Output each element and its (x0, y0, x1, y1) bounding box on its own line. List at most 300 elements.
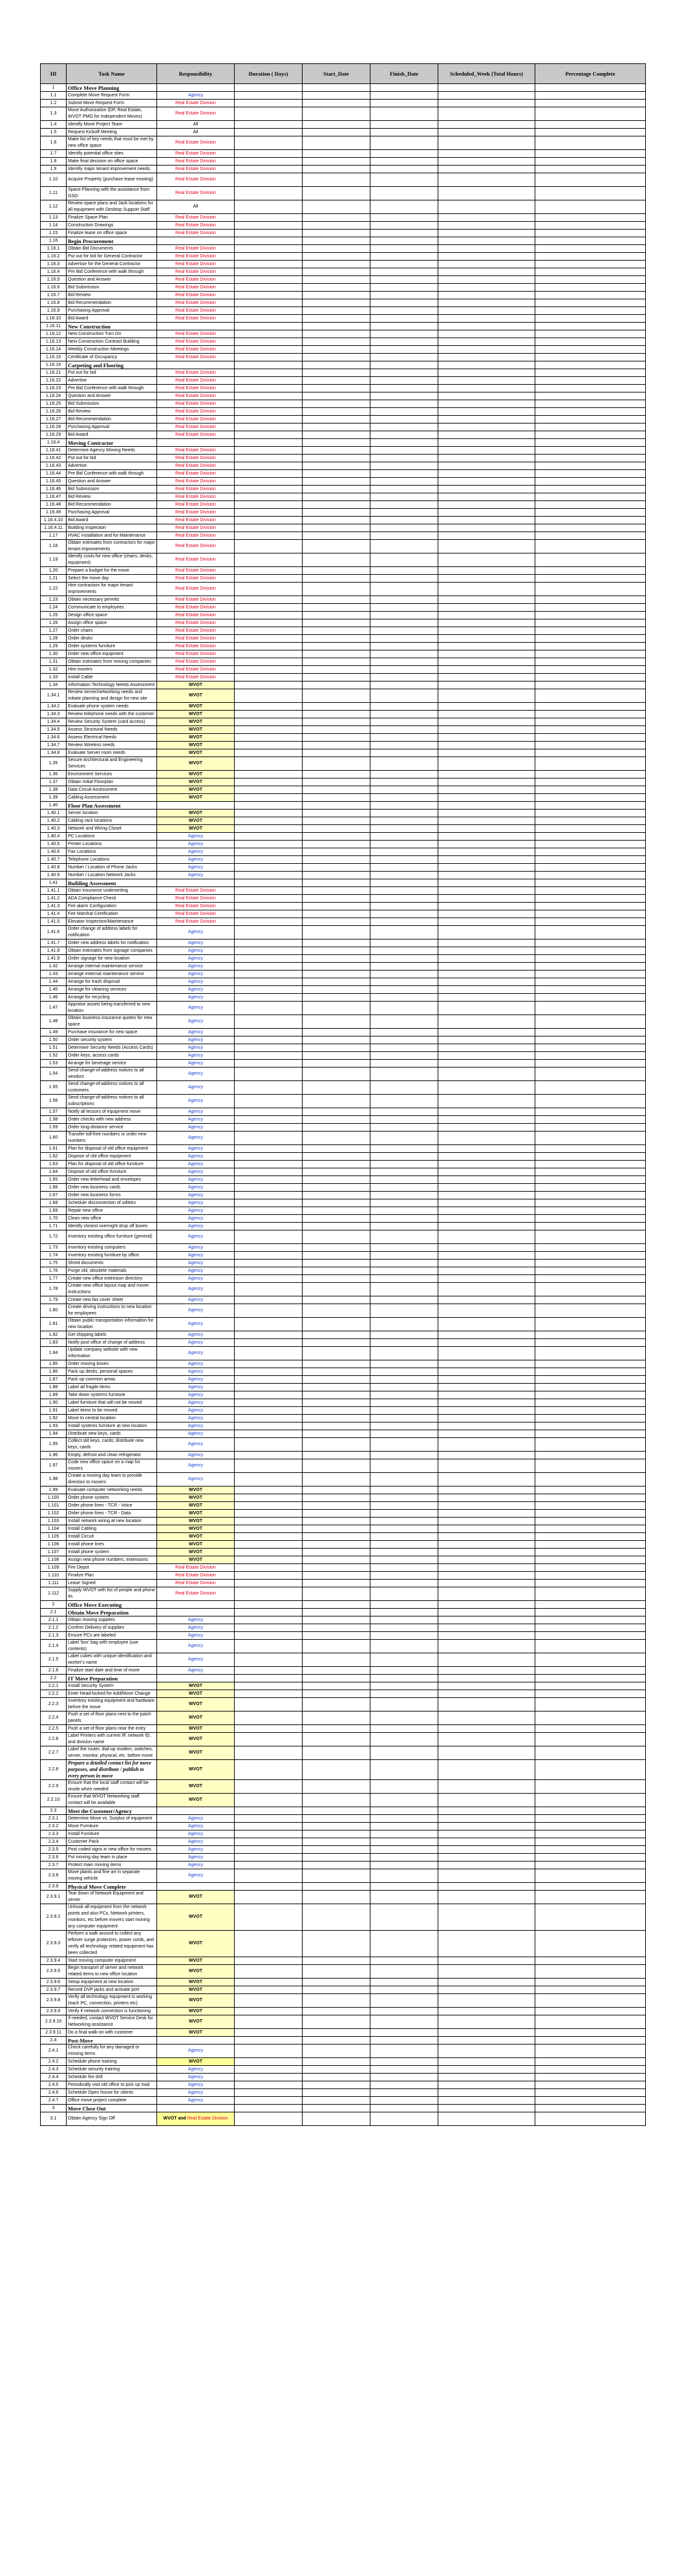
responsibility[interactable] (157, 2037, 235, 2045)
finish-date-cell[interactable] (370, 918, 438, 926)
duration-cell[interactable] (235, 872, 303, 879)
responsibility[interactable]: WVOT (157, 1979, 235, 1986)
task-id[interactable]: 2.1.2 (41, 1624, 67, 1632)
task-id[interactable]: 1.17 (41, 532, 67, 540)
task-id[interactable]: 2.3.9.8 (41, 1994, 67, 2008)
finish-date-cell[interactable] (370, 1108, 438, 1116)
scheduled-week-cell[interactable] (438, 447, 535, 455)
percentage-complete-cell[interactable] (535, 810, 646, 817)
scheduled-week-cell[interactable] (438, 1807, 535, 1815)
task-id[interactable]: 1.87 (41, 1376, 67, 1384)
task-name[interactable]: Start moving computer equipment (67, 1957, 157, 1965)
duration-cell[interactable] (235, 2097, 303, 2105)
percentage-complete-cell[interactable] (535, 879, 646, 887)
task-id[interactable]: 1.58 (41, 1116, 67, 1124)
responsibility[interactable]: WVOT (157, 703, 235, 711)
start-date-cell[interactable] (303, 1624, 370, 1632)
task-id[interactable]: 1.24 (41, 604, 67, 612)
percentage-complete-cell[interactable] (535, 1846, 646, 1854)
task-name[interactable]: Order keys, access cards (67, 1052, 157, 1060)
start-date-cell[interactable] (303, 354, 370, 361)
start-date-cell[interactable] (303, 1184, 370, 1192)
start-date-cell[interactable] (303, 1153, 370, 1161)
percentage-complete-cell[interactable] (535, 524, 646, 532)
task-name[interactable]: Bid Recommendation (67, 416, 157, 424)
percentage-complete-cell[interactable] (535, 1616, 646, 1624)
duration-cell[interactable] (235, 1044, 303, 1052)
duration-cell[interactable] (235, 567, 303, 575)
task-name[interactable]: Assess Electrical Needs (67, 734, 157, 742)
duration-cell[interactable] (235, 493, 303, 501)
task-id[interactable]: 1.23 (41, 596, 67, 604)
percentage-complete-cell[interactable] (535, 92, 646, 100)
percentage-complete-cell[interactable] (535, 947, 646, 955)
duration-cell[interactable] (235, 643, 303, 650)
finish-date-cell[interactable] (370, 553, 438, 567)
finish-date-cell[interactable] (370, 1283, 438, 1296)
start-date-cell[interactable] (303, 1452, 370, 1459)
task-name[interactable]: Bid Submission (67, 284, 157, 292)
responsibility[interactable]: Agency (157, 1060, 235, 1068)
scheduled-week-cell[interactable] (438, 1184, 535, 1192)
task-name[interactable]: Review server/networking needs and initiate planning and design for new site (67, 689, 157, 703)
scheduled-week-cell[interactable] (438, 903, 535, 910)
finish-date-cell[interactable] (370, 1653, 438, 1667)
start-date-cell[interactable] (303, 1260, 370, 1267)
percentage-complete-cell[interactable] (535, 1518, 646, 1525)
start-date-cell[interactable] (303, 1830, 370, 1838)
scheduled-week-cell[interactable] (438, 963, 535, 971)
percentage-complete-cell[interactable] (535, 1176, 646, 1184)
responsibility[interactable] (157, 1675, 235, 1682)
scheduled-week-cell[interactable] (438, 1015, 535, 1029)
start-date-cell[interactable] (303, 1116, 370, 1124)
responsibility[interactable]: WVOT (157, 1780, 235, 1794)
task-name[interactable]: Obtain estimates from contractors for major tenant improvements (67, 540, 157, 553)
section-title[interactable]: Floor Plan Assessment (67, 802, 157, 810)
scheduled-week-cell[interactable] (438, 817, 535, 825)
finish-date-cell[interactable] (370, 903, 438, 910)
task-name[interactable]: Finalize Space Plan (67, 214, 157, 222)
task-id[interactable]: 1.11 (41, 187, 67, 200)
start-date-cell[interactable] (303, 1675, 370, 1682)
percentage-complete-cell[interactable] (535, 1862, 646, 1869)
finish-date-cell[interactable] (370, 540, 438, 553)
percentage-complete-cell[interactable] (535, 1304, 646, 1318)
duration-cell[interactable] (235, 1653, 303, 1667)
percentage-complete-cell[interactable] (535, 955, 646, 963)
task-name[interactable]: Identify Move Project Team (67, 121, 157, 129)
task-id[interactable]: 2.3.9.9 (41, 2008, 67, 2015)
task-name[interactable]: Ensure PCs are labeled (67, 1632, 157, 1640)
task-id[interactable]: 1.34.5 (41, 726, 67, 734)
start-date-cell[interactable] (303, 734, 370, 742)
start-date-cell[interactable] (303, 1207, 370, 1215)
responsibility[interactable]: Agency (157, 1304, 235, 1318)
task-id[interactable]: 1.53 (41, 1060, 67, 1068)
start-date-cell[interactable] (303, 1347, 370, 1360)
duration-cell[interactable] (235, 1682, 303, 1690)
duration-cell[interactable] (235, 284, 303, 292)
finish-date-cell[interactable] (370, 1184, 438, 1192)
task-id[interactable]: 1.18 (41, 540, 67, 553)
scheduled-week-cell[interactable] (438, 583, 535, 596)
finish-date-cell[interactable] (370, 253, 438, 261)
percentage-complete-cell[interactable] (535, 711, 646, 718)
percentage-complete-cell[interactable] (535, 1391, 646, 1399)
task-name[interactable]: Create new fax cover sheet (67, 1296, 157, 1304)
duration-cell[interactable] (235, 392, 303, 400)
task-id[interactable]: 1.40.9 (41, 872, 67, 879)
start-date-cell[interactable] (303, 703, 370, 711)
duration-cell[interactable] (235, 299, 303, 307)
finish-date-cell[interactable] (370, 222, 438, 230)
scheduled-week-cell[interactable] (438, 1510, 535, 1518)
task-id[interactable]: 2.3.9.6 (41, 1979, 67, 1986)
duration-cell[interactable] (235, 1168, 303, 1176)
task-name[interactable]: Order long-distance service (67, 1124, 157, 1132)
percentage-complete-cell[interactable] (535, 1060, 646, 1068)
scheduled-week-cell[interactable] (438, 1494, 535, 1502)
start-date-cell[interactable] (303, 612, 370, 619)
task-name[interactable]: Install systems furniture at new location (67, 1422, 157, 1430)
duration-cell[interactable] (235, 1846, 303, 1854)
percentage-complete-cell[interactable] (535, 299, 646, 307)
task-id[interactable]: 1.16.26 (41, 408, 67, 416)
scheduled-week-cell[interactable] (438, 1267, 535, 1275)
scheduled-week-cell[interactable] (438, 778, 535, 786)
scheduled-week-cell[interactable] (438, 918, 535, 926)
task-name[interactable]: Distribute new keys, cards (67, 1430, 157, 1438)
duration-cell[interactable] (235, 470, 303, 478)
start-date-cell[interactable] (303, 1712, 370, 1725)
finish-date-cell[interactable] (370, 749, 438, 757)
task-id[interactable]: 1.79 (41, 1296, 67, 1304)
scheduled-week-cell[interactable] (438, 1002, 535, 1015)
task-id[interactable]: 1.103 (41, 1518, 67, 1525)
percentage-complete-cell[interactable] (535, 1541, 646, 1549)
duration-cell[interactable] (235, 726, 303, 734)
finish-date-cell[interactable] (370, 1399, 438, 1407)
task-name[interactable]: Obtain estimates from moving companies (67, 658, 157, 666)
percentage-complete-cell[interactable] (535, 470, 646, 478)
task-name[interactable]: Information Technology Needs Assessment (67, 682, 157, 689)
task-name[interactable]: Assign new phone numbers, extensions (67, 1556, 157, 1564)
start-date-cell[interactable] (303, 1854, 370, 1862)
percentage-complete-cell[interactable] (535, 903, 646, 910)
task-name[interactable]: Protect main moving items (67, 1862, 157, 1869)
start-date-cell[interactable] (303, 292, 370, 299)
duration-cell[interactable] (235, 1015, 303, 1029)
scheduled-week-cell[interactable] (438, 2058, 535, 2066)
scheduled-week-cell[interactable] (438, 1556, 535, 1564)
duration-cell[interactable] (235, 237, 303, 245)
finish-date-cell[interactable] (370, 1207, 438, 1215)
task-id[interactable]: 1.75 (41, 1260, 67, 1267)
task-id[interactable]: 1.10 (41, 173, 67, 187)
responsibility[interactable]: Agency (157, 1192, 235, 1199)
duration-cell[interactable] (235, 734, 303, 742)
percentage-complete-cell[interactable] (535, 200, 646, 214)
section-title[interactable]: Post-Move (67, 2037, 157, 2045)
duration-cell[interactable] (235, 1081, 303, 1095)
start-date-cell[interactable] (303, 1124, 370, 1132)
start-date-cell[interactable] (303, 841, 370, 848)
duration-cell[interactable] (235, 810, 303, 817)
duration-cell[interactable] (235, 1108, 303, 1116)
duration-cell[interactable] (235, 361, 303, 369)
start-date-cell[interactable] (303, 1883, 370, 1891)
finish-date-cell[interactable] (370, 2008, 438, 2015)
start-date-cell[interactable] (303, 947, 370, 955)
task-id[interactable]: 1.90 (41, 1399, 67, 1407)
task-id[interactable]: 1.16.16 (41, 361, 67, 369)
scheduled-week-cell[interactable] (438, 810, 535, 817)
scheduled-week-cell[interactable] (438, 1502, 535, 1510)
responsibility[interactable]: Real Estate Division (157, 643, 235, 650)
task-name[interactable]: Order change of address labels for notification (67, 926, 157, 939)
percentage-complete-cell[interactable] (535, 1267, 646, 1275)
duration-cell[interactable] (235, 2105, 303, 2112)
scheduled-week-cell[interactable] (438, 1192, 535, 1199)
task-name[interactable]: Send change-of-address notices to all customers (67, 1081, 157, 1095)
percentage-complete-cell[interactable] (535, 392, 646, 400)
percentage-complete-cell[interactable] (535, 872, 646, 879)
percentage-complete-cell[interactable] (535, 1052, 646, 1060)
scheduled-week-cell[interactable] (438, 1199, 535, 1207)
task-name[interactable]: Question and Answer (67, 478, 157, 486)
duration-cell[interactable] (235, 292, 303, 299)
responsibility[interactable]: WVOT (157, 1957, 235, 1965)
responsibility[interactable]: Real Estate Division (157, 230, 235, 237)
finish-date-cell[interactable] (370, 1407, 438, 1415)
task-name[interactable]: Move to central location (67, 1415, 157, 1422)
finish-date-cell[interactable] (370, 439, 438, 447)
finish-date-cell[interactable] (370, 879, 438, 887)
finish-date-cell[interactable] (370, 1223, 438, 1230)
start-date-cell[interactable] (303, 711, 370, 718)
percentage-complete-cell[interactable] (535, 1002, 646, 1015)
duration-cell[interactable] (235, 253, 303, 261)
responsibility[interactable]: Real Estate Division (157, 517, 235, 524)
finish-date-cell[interactable] (370, 887, 438, 895)
task-name[interactable]: Push a set of floor plans next to the patch panels (67, 1712, 157, 1725)
scheduled-week-cell[interactable] (438, 841, 535, 848)
scheduled-week-cell[interactable] (438, 1712, 535, 1725)
percentage-complete-cell[interactable] (535, 1994, 646, 2008)
task-name[interactable]: Network and Wiring Closet (67, 825, 157, 833)
percentage-complete-cell[interactable] (535, 689, 646, 703)
task-id[interactable]: 1.37 (41, 778, 67, 786)
percentage-complete-cell[interactable] (535, 1223, 646, 1230)
percentage-complete-cell[interactable] (535, 455, 646, 462)
percentage-complete-cell[interactable] (535, 802, 646, 810)
duration-cell[interactable] (235, 230, 303, 237)
percentage-complete-cell[interactable] (535, 864, 646, 872)
duration-cell[interactable] (235, 1746, 303, 1760)
task-id[interactable]: 1.45 (41, 986, 67, 994)
percentage-complete-cell[interactable] (535, 1068, 646, 1081)
task-id[interactable]: 2.4.3 (41, 2066, 67, 2074)
finish-date-cell[interactable] (370, 1124, 438, 1132)
percentage-complete-cell[interactable] (535, 910, 646, 918)
responsibility[interactable]: Real Estate Division (157, 619, 235, 627)
duration-cell[interactable] (235, 276, 303, 284)
start-date-cell[interactable] (303, 689, 370, 703)
task-id[interactable]: 1.40.3 (41, 825, 67, 833)
duration-cell[interactable] (235, 802, 303, 810)
percentage-complete-cell[interactable] (535, 635, 646, 643)
finish-date-cell[interactable] (370, 214, 438, 222)
scheduled-week-cell[interactable] (438, 1780, 535, 1794)
scheduled-week-cell[interactable] (438, 136, 535, 150)
task-id[interactable]: 2.4.2 (41, 2058, 67, 2066)
task-id[interactable]: 1.16.23 (41, 385, 67, 392)
start-date-cell[interactable] (303, 1807, 370, 1815)
scheduled-week-cell[interactable] (438, 2074, 535, 2081)
duration-cell[interactable] (235, 1376, 303, 1384)
duration-cell[interactable] (235, 817, 303, 825)
responsibility[interactable]: WVOT (157, 1682, 235, 1690)
scheduled-week-cell[interactable] (438, 253, 535, 261)
start-date-cell[interactable] (303, 575, 370, 583)
task-name[interactable]: Bid Review (67, 292, 157, 299)
task-name[interactable]: Fire Depot (67, 1564, 157, 1572)
percentage-complete-cell[interactable] (535, 583, 646, 596)
finish-date-cell[interactable] (370, 323, 438, 330)
finish-date-cell[interactable] (370, 1044, 438, 1052)
start-date-cell[interactable] (303, 1541, 370, 1549)
start-date-cell[interactable] (303, 1399, 370, 1407)
start-date-cell[interactable] (303, 1587, 370, 1601)
responsibility[interactable]: Real Estate Division (157, 604, 235, 612)
start-date-cell[interactable] (303, 431, 370, 439)
task-id[interactable]: 1.34.4 (41, 718, 67, 726)
duration-cell[interactable] (235, 1780, 303, 1794)
scheduled-week-cell[interactable] (438, 1883, 535, 1891)
responsibility[interactable]: Agency (157, 939, 235, 947)
finish-date-cell[interactable] (370, 872, 438, 879)
start-date-cell[interactable] (303, 1430, 370, 1438)
task-name[interactable]: Secure Architectural and Engineering Services (67, 757, 157, 771)
responsibility[interactable]: Agency (157, 1036, 235, 1044)
responsibility[interactable]: WVOT (157, 1525, 235, 1533)
finish-date-cell[interactable] (370, 1199, 438, 1207)
duration-cell[interactable] (235, 848, 303, 856)
responsibility[interactable]: Real Estate Division (157, 478, 235, 486)
finish-date-cell[interactable] (370, 1459, 438, 1473)
scheduled-week-cell[interactable] (438, 455, 535, 462)
task-name[interactable]: Office move project complete (67, 2097, 157, 2105)
finish-date-cell[interactable] (370, 1215, 438, 1223)
scheduled-week-cell[interactable] (438, 1215, 535, 1223)
scheduled-week-cell[interactable] (438, 1580, 535, 1587)
start-date-cell[interactable] (303, 971, 370, 978)
responsibility[interactable]: Real Estate Division (157, 214, 235, 222)
task-id[interactable]: 1.6 (41, 136, 67, 150)
task-id[interactable]: 1.51 (41, 1044, 67, 1052)
percentage-complete-cell[interactable] (535, 1153, 646, 1161)
task-name[interactable]: Hire movers (67, 666, 157, 674)
percentage-complete-cell[interactable] (535, 369, 646, 377)
finish-date-cell[interactable] (370, 1862, 438, 1869)
start-date-cell[interactable] (303, 1632, 370, 1640)
finish-date-cell[interactable] (370, 742, 438, 749)
percentage-complete-cell[interactable] (535, 2015, 646, 2029)
scheduled-week-cell[interactable] (438, 1698, 535, 1712)
finish-date-cell[interactable] (370, 400, 438, 408)
finish-date-cell[interactable] (370, 509, 438, 517)
duration-cell[interactable] (235, 107, 303, 121)
duration-cell[interactable] (235, 1161, 303, 1168)
duration-cell[interactable] (235, 2015, 303, 2029)
finish-date-cell[interactable] (370, 895, 438, 903)
responsibility[interactable]: Agency (157, 833, 235, 841)
duration-cell[interactable] (235, 553, 303, 567)
scheduled-week-cell[interactable] (438, 771, 535, 778)
task-name[interactable]: Clean new office (67, 1215, 157, 1223)
start-date-cell[interactable] (303, 369, 370, 377)
scheduled-week-cell[interactable] (438, 1979, 535, 1986)
finish-date-cell[interactable] (370, 261, 438, 268)
percentage-complete-cell[interactable] (535, 612, 646, 619)
percentage-complete-cell[interactable] (535, 1904, 646, 1931)
task-name[interactable]: Label the router, dial-up modem, switches, server, monitor, physical, etc. before move (67, 1746, 157, 1760)
scheduled-week-cell[interactable] (438, 408, 535, 416)
start-date-cell[interactable] (303, 92, 370, 100)
scheduled-week-cell[interactable] (438, 214, 535, 222)
task-name[interactable]: Select the move day (67, 575, 157, 583)
responsibility[interactable]: Agency (157, 1347, 235, 1360)
finish-date-cell[interactable] (370, 575, 438, 583)
task-name[interactable]: Purchasing Approval (67, 424, 157, 431)
percentage-complete-cell[interactable] (535, 284, 646, 292)
task-id[interactable]: 2.3.8 (41, 1869, 67, 1883)
scheduled-week-cell[interactable] (438, 1207, 535, 1215)
start-date-cell[interactable] (303, 439, 370, 447)
responsibility[interactable]: WVOT (157, 810, 235, 817)
percentage-complete-cell[interactable] (535, 1036, 646, 1044)
duration-cell[interactable] (235, 261, 303, 268)
task-id[interactable]: 1.8 (41, 158, 67, 166)
finish-date-cell[interactable] (370, 1095, 438, 1108)
start-date-cell[interactable] (303, 1052, 370, 1060)
start-date-cell[interactable] (303, 567, 370, 575)
finish-date-cell[interactable] (370, 978, 438, 986)
responsibility[interactable]: Real Estate Division (157, 658, 235, 666)
percentage-complete-cell[interactable] (535, 682, 646, 689)
responsibility[interactable]: Real Estate Division (157, 1580, 235, 1587)
task-id[interactable]: 1.25 (41, 612, 67, 619)
finish-date-cell[interactable] (370, 1376, 438, 1384)
finish-date-cell[interactable] (370, 994, 438, 1002)
task-id[interactable]: 1.41.9 (41, 955, 67, 963)
scheduled-week-cell[interactable] (438, 2066, 535, 2074)
task-name[interactable]: Schedule fire drill (67, 2074, 157, 2081)
responsibility[interactable]: Real Estate Division (157, 150, 235, 158)
percentage-complete-cell[interactable] (535, 1230, 646, 1244)
finish-date-cell[interactable] (370, 150, 438, 158)
scheduled-week-cell[interactable] (438, 166, 535, 173)
finish-date-cell[interactable] (370, 1587, 438, 1601)
responsibility[interactable]: Agency (157, 1052, 235, 1060)
scheduled-week-cell[interactable] (438, 1275, 535, 1283)
task-name[interactable]: Hire contractors for major tenant improvements (67, 583, 157, 596)
task-id[interactable]: 1.41 (41, 879, 67, 887)
finish-date-cell[interactable] (370, 583, 438, 596)
start-date-cell[interactable] (303, 1015, 370, 1029)
task-id[interactable]: 1.32 (41, 666, 67, 674)
